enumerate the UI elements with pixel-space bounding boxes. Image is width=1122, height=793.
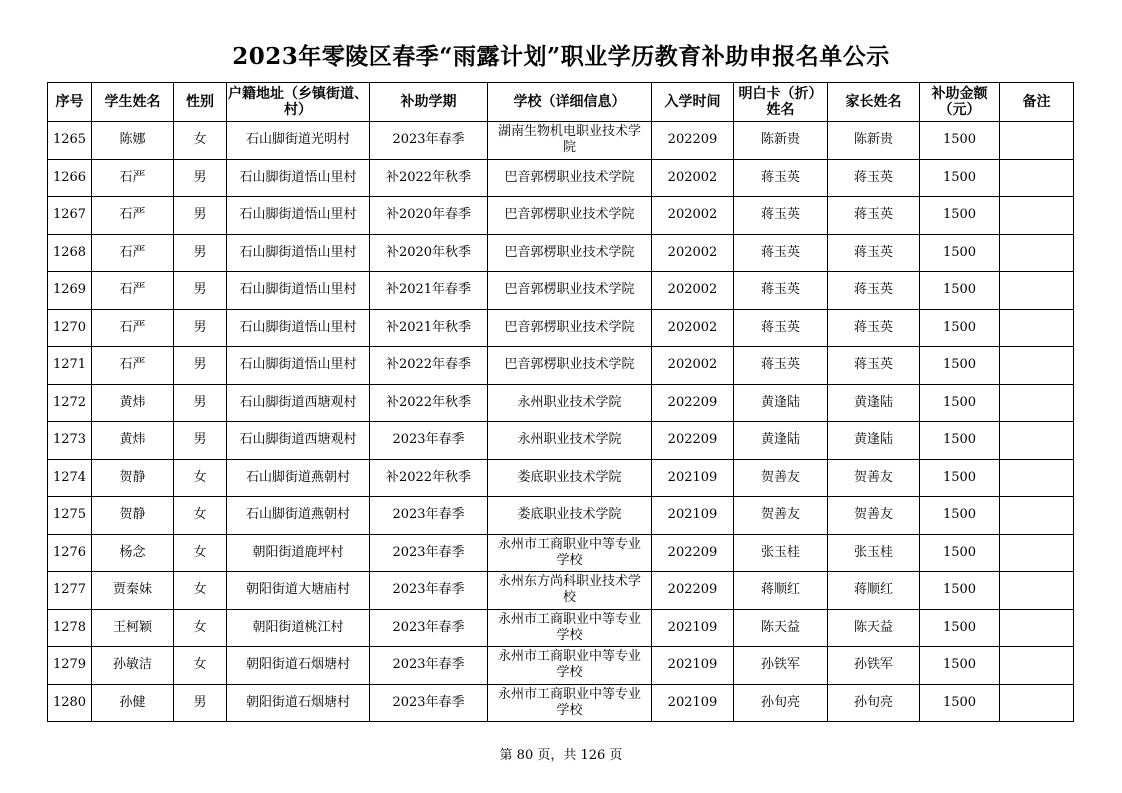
cell-amount: 1500 — [920, 159, 1000, 197]
cell-amount: 1500 — [920, 497, 1000, 535]
cell-card: 贺善友 — [734, 459, 828, 497]
cell-amount: 1500 — [920, 309, 1000, 347]
cell-remark — [1000, 647, 1074, 685]
cell-parent: 蒋玉英 — [828, 347, 920, 385]
cell-remark — [1000, 159, 1074, 197]
cell-term: 补2022年春季 — [370, 347, 488, 385]
page-footer: 第 80 页，共 126 页 — [499, 748, 623, 763]
cell-gender: 男 — [174, 309, 227, 347]
cell-seq: 1269 — [48, 272, 92, 310]
cell-gender: 男 — [174, 347, 227, 385]
cell-school-text: 巴音郭楞职业技术学院 — [504, 244, 635, 260]
cell-name: 石严 — [92, 272, 174, 310]
cell-school — [488, 684, 652, 722]
cell-remark — [1000, 534, 1074, 572]
cell-seq: 1272 — [48, 384, 92, 422]
cell-school — [488, 534, 652, 572]
cell-gender: 男 — [174, 234, 227, 272]
cell-amount: 1500 — [920, 234, 1000, 272]
cell-parent: 蒋玉英 — [828, 197, 920, 235]
table-row — [48, 684, 1074, 722]
subsidy-roster-table — [47, 82, 1074, 722]
cell-gender: 男 — [174, 684, 227, 722]
cell-address: 石山脚街道悟山里村 — [227, 309, 370, 347]
table-row — [48, 609, 1074, 647]
cell-name: 石严 — [92, 234, 174, 272]
header-amount: 补助金额（元） — [920, 83, 1000, 122]
cell-parent: 孙铁军 — [828, 647, 920, 685]
cell-school-text: 巴音郭楞职业技术学院 — [504, 319, 635, 335]
cell-enroll: 202209 — [652, 384, 734, 422]
cell-enroll: 202209 — [652, 422, 734, 460]
cell-address: 朝阳街道石烟塘村 — [227, 647, 370, 685]
cell-card: 蒋玉英 — [734, 159, 828, 197]
table-row — [48, 197, 1074, 235]
cell-remark — [1000, 684, 1074, 722]
cell-name: 杨念 — [92, 534, 174, 572]
cell-name: 贺静 — [92, 497, 174, 535]
cell-enroll: 202002 — [652, 234, 734, 272]
cell-school — [488, 609, 652, 647]
cell-term: 2023年春季 — [370, 497, 488, 535]
cell-school — [488, 459, 652, 497]
cell-school-text: 永州市工商职业中等专业学校 — [497, 611, 641, 643]
cell-enroll: 202209 — [652, 122, 734, 160]
cell-address: 石山脚街道悟山里村 — [227, 234, 370, 272]
cell-parent: 蒋玉英 — [828, 272, 920, 310]
cell-remark — [1000, 272, 1074, 310]
cell-address: 石山脚街道光明村 — [227, 122, 370, 160]
cell-school-text: 湖南生物机电职业技术学院 — [497, 124, 641, 156]
cell-card: 蒋玉英 — [734, 347, 828, 385]
cell-seq: 1280 — [48, 684, 92, 722]
table-row — [48, 309, 1074, 347]
cell-school — [488, 384, 652, 422]
cell-school — [488, 122, 652, 160]
cell-parent: 黄逢陆 — [828, 422, 920, 460]
table-row — [48, 159, 1074, 197]
roster-body — [48, 122, 1074, 722]
cell-remark — [1000, 422, 1074, 460]
cell-remark — [1000, 459, 1074, 497]
cell-address: 朝阳街道石烟塘村 — [227, 684, 370, 722]
cell-term: 补2022年秋季 — [370, 384, 488, 422]
cell-enroll: 202209 — [652, 572, 734, 610]
cell-school — [488, 422, 652, 460]
cell-school-text: 娄底职业技术学院 — [517, 469, 622, 485]
cell-amount: 1500 — [920, 197, 1000, 235]
cell-seq: 1270 — [48, 309, 92, 347]
cell-term: 补2021年春季 — [370, 272, 488, 310]
cell-enroll: 202109 — [652, 497, 734, 535]
header-remark: 备注 — [1000, 83, 1074, 122]
cell-enroll: 202002 — [652, 347, 734, 385]
cell-enroll: 202109 — [652, 647, 734, 685]
cell-card: 孙旬亮 — [734, 684, 828, 722]
table-row — [48, 459, 1074, 497]
cell-school — [488, 159, 652, 197]
cell-name: 石严 — [92, 197, 174, 235]
cell-card: 黄逢陆 — [734, 384, 828, 422]
cell-school-text: 永州市工商职业中等专业学校 — [497, 536, 641, 568]
cell-parent: 蒋玉英 — [828, 159, 920, 197]
table-row — [48, 272, 1074, 310]
cell-school-text: 巴音郭楞职业技术学院 — [504, 357, 635, 373]
cell-card: 陈新贵 — [734, 122, 828, 160]
cell-term: 2023年春季 — [370, 609, 488, 647]
cell-term: 2023年春季 — [370, 647, 488, 685]
cell-gender: 男 — [174, 422, 227, 460]
cell-name: 石严 — [92, 309, 174, 347]
cell-enroll: 202002 — [652, 309, 734, 347]
cell-remark — [1000, 347, 1074, 385]
cell-gender: 女 — [174, 459, 227, 497]
header-seq: 序号 — [48, 83, 92, 122]
cell-name: 黄炜 — [92, 422, 174, 460]
cell-gender: 男 — [174, 272, 227, 310]
cell-enroll: 202109 — [652, 459, 734, 497]
cell-amount: 1500 — [920, 534, 1000, 572]
cell-school — [488, 647, 652, 685]
cell-amount: 1500 — [920, 609, 1000, 647]
cell-gender: 男 — [174, 197, 227, 235]
cell-gender: 女 — [174, 609, 227, 647]
cell-seq: 1271 — [48, 347, 92, 385]
header-address: 户籍地址（乡镇街道、村） — [227, 83, 370, 122]
cell-seq: 1265 — [48, 122, 92, 160]
cell-card: 孙铁军 — [734, 647, 828, 685]
header-gender: 性别 — [174, 83, 227, 122]
cell-seq: 1267 — [48, 197, 92, 235]
header-name: 学生姓名 — [92, 83, 174, 122]
cell-name: 贺静 — [92, 459, 174, 497]
cell-school-text: 巴音郭楞职业技术学院 — [504, 282, 635, 298]
cell-seq: 1279 — [48, 647, 92, 685]
header-card: 明白卡（折）姓名 — [734, 83, 828, 122]
cell-parent: 黄逢陆 — [828, 384, 920, 422]
cell-school-text: 巴音郭楞职业技术学院 — [504, 207, 635, 223]
cell-address: 石山脚街道燕朝村 — [227, 497, 370, 535]
cell-parent: 贺善友 — [828, 497, 920, 535]
cell-seq: 1278 — [48, 609, 92, 647]
cell-remark — [1000, 234, 1074, 272]
cell-school-text: 永州东方尚科职业技术学校 — [497, 574, 641, 606]
cell-card: 陈天益 — [734, 609, 828, 647]
cell-gender: 女 — [174, 534, 227, 572]
cell-school — [488, 347, 652, 385]
cell-parent: 蒋顺红 — [828, 572, 920, 610]
cell-school-text: 永州职业技术学院 — [517, 432, 622, 448]
cell-school — [488, 234, 652, 272]
cell-remark — [1000, 609, 1074, 647]
cell-school-text: 巴音郭楞职业技术学院 — [504, 169, 635, 185]
cell-amount: 1500 — [920, 572, 1000, 610]
cell-name: 孙敏洁 — [92, 647, 174, 685]
table-row — [48, 384, 1074, 422]
cell-card: 蒋玉英 — [734, 272, 828, 310]
cell-parent: 蒋玉英 — [828, 234, 920, 272]
cell-remark — [1000, 197, 1074, 235]
cell-remark — [1000, 309, 1074, 347]
cell-parent: 陈新贵 — [828, 122, 920, 160]
cell-seq: 1266 — [48, 159, 92, 197]
cell-gender: 男 — [174, 384, 227, 422]
cell-amount: 1500 — [920, 459, 1000, 497]
cell-term: 2023年春季 — [370, 534, 488, 572]
cell-amount: 1500 — [920, 384, 1000, 422]
cell-name: 孙健 — [92, 684, 174, 722]
cell-parent: 张玉桂 — [828, 534, 920, 572]
cell-gender: 女 — [174, 122, 227, 160]
cell-address: 石山脚街道悟山里村 — [227, 197, 370, 235]
cell-amount: 1500 — [920, 122, 1000, 160]
cell-seq: 1276 — [48, 534, 92, 572]
cell-parent: 蒋玉英 — [828, 309, 920, 347]
cell-term: 2023年春季 — [370, 122, 488, 160]
cell-term: 补2022年秋季 — [370, 459, 488, 497]
table-row — [48, 422, 1074, 460]
cell-enroll: 202209 — [652, 534, 734, 572]
cell-address: 石山脚街道悟山里村 — [227, 347, 370, 385]
cell-term: 补2020年春季 — [370, 197, 488, 235]
cell-enroll: 202109 — [652, 684, 734, 722]
cell-seq: 1277 — [48, 572, 92, 610]
cell-enroll: 202002 — [652, 159, 734, 197]
cell-gender: 女 — [174, 647, 227, 685]
cell-seq: 1275 — [48, 497, 92, 535]
cell-seq: 1268 — [48, 234, 92, 272]
cell-parent: 陈天益 — [828, 609, 920, 647]
cell-school — [488, 572, 652, 610]
cell-gender: 女 — [174, 572, 227, 610]
cell-name: 黄炜 — [92, 384, 174, 422]
cell-school-text: 永州职业技术学院 — [517, 394, 622, 410]
cell-name: 石严 — [92, 159, 174, 197]
cell-card: 蒋顺红 — [734, 572, 828, 610]
cell-amount: 1500 — [920, 272, 1000, 310]
cell-card: 张玉桂 — [734, 534, 828, 572]
cell-parent: 贺善友 — [828, 459, 920, 497]
header-enroll: 入学时间 — [652, 83, 734, 122]
cell-enroll: 202002 — [652, 197, 734, 235]
cell-address: 朝阳街道桃江村 — [227, 609, 370, 647]
cell-name: 石严 — [92, 347, 174, 385]
cell-school — [488, 497, 652, 535]
cell-amount: 1500 — [920, 647, 1000, 685]
cell-term: 2023年春季 — [370, 572, 488, 610]
table-row — [48, 234, 1074, 272]
header-term: 补助学期 — [370, 83, 488, 122]
cell-address: 石山脚街道西塘观村 — [227, 384, 370, 422]
cell-card: 贺善友 — [734, 497, 828, 535]
cell-card: 黄逢陆 — [734, 422, 828, 460]
cell-school — [488, 309, 652, 347]
cell-school — [488, 272, 652, 310]
cell-remark — [1000, 497, 1074, 535]
table-row — [48, 122, 1074, 160]
cell-address: 朝阳街道鹿坪村 — [227, 534, 370, 572]
cell-remark — [1000, 572, 1074, 610]
cell-card: 蒋玉英 — [734, 309, 828, 347]
cell-seq: 1273 — [48, 422, 92, 460]
cell-term: 2023年春季 — [370, 422, 488, 460]
cell-seq: 1274 — [48, 459, 92, 497]
header-parent: 家长姓名 — [828, 83, 920, 122]
cell-parent: 孙旬亮 — [828, 684, 920, 722]
cell-address: 石山脚街道西塘观村 — [227, 422, 370, 460]
cell-school-text: 娄底职业技术学院 — [517, 507, 622, 523]
table-row — [48, 572, 1074, 610]
cell-term: 补2022年秋季 — [370, 159, 488, 197]
cell-address: 石山脚街道悟山里村 — [227, 272, 370, 310]
cell-amount: 1500 — [920, 422, 1000, 460]
cell-term: 2023年春季 — [370, 684, 488, 722]
cell-address: 石山脚街道燕朝村 — [227, 459, 370, 497]
table-row — [48, 647, 1074, 685]
cell-gender: 男 — [174, 159, 227, 197]
table-row — [48, 534, 1074, 572]
cell-address: 朝阳街道大塘庙村 — [227, 572, 370, 610]
header-school: 学校（详细信息） — [488, 83, 652, 122]
cell-term: 补2021年秋季 — [370, 309, 488, 347]
cell-remark — [1000, 122, 1074, 160]
cell-school-text: 永州市工商职业中等专业学校 — [497, 686, 641, 718]
cell-address: 石山脚街道悟山里村 — [227, 159, 370, 197]
cell-term: 补2020年秋季 — [370, 234, 488, 272]
cell-amount: 1500 — [920, 347, 1000, 385]
cell-amount: 1500 — [920, 684, 1000, 722]
cell-name: 陈娜 — [92, 122, 174, 160]
cell-card: 蒋玉英 — [734, 197, 828, 235]
cell-school — [488, 197, 652, 235]
cell-school-text: 永州市工商职业中等专业学校 — [497, 649, 641, 681]
cell-enroll: 202109 — [652, 609, 734, 647]
header-row — [48, 83, 1074, 122]
cell-name: 王柯颖 — [92, 609, 174, 647]
table-row — [48, 497, 1074, 535]
cell-card: 蒋玉英 — [734, 234, 828, 272]
cell-remark — [1000, 384, 1074, 422]
cell-name: 贾秦妹 — [92, 572, 174, 610]
table-row — [48, 347, 1074, 385]
cell-enroll: 202002 — [652, 272, 734, 310]
cell-gender: 女 — [174, 497, 227, 535]
page-title: 2023年零陵区春季“雨露计划”职业学历教育补助申报名单公示 — [232, 43, 890, 70]
